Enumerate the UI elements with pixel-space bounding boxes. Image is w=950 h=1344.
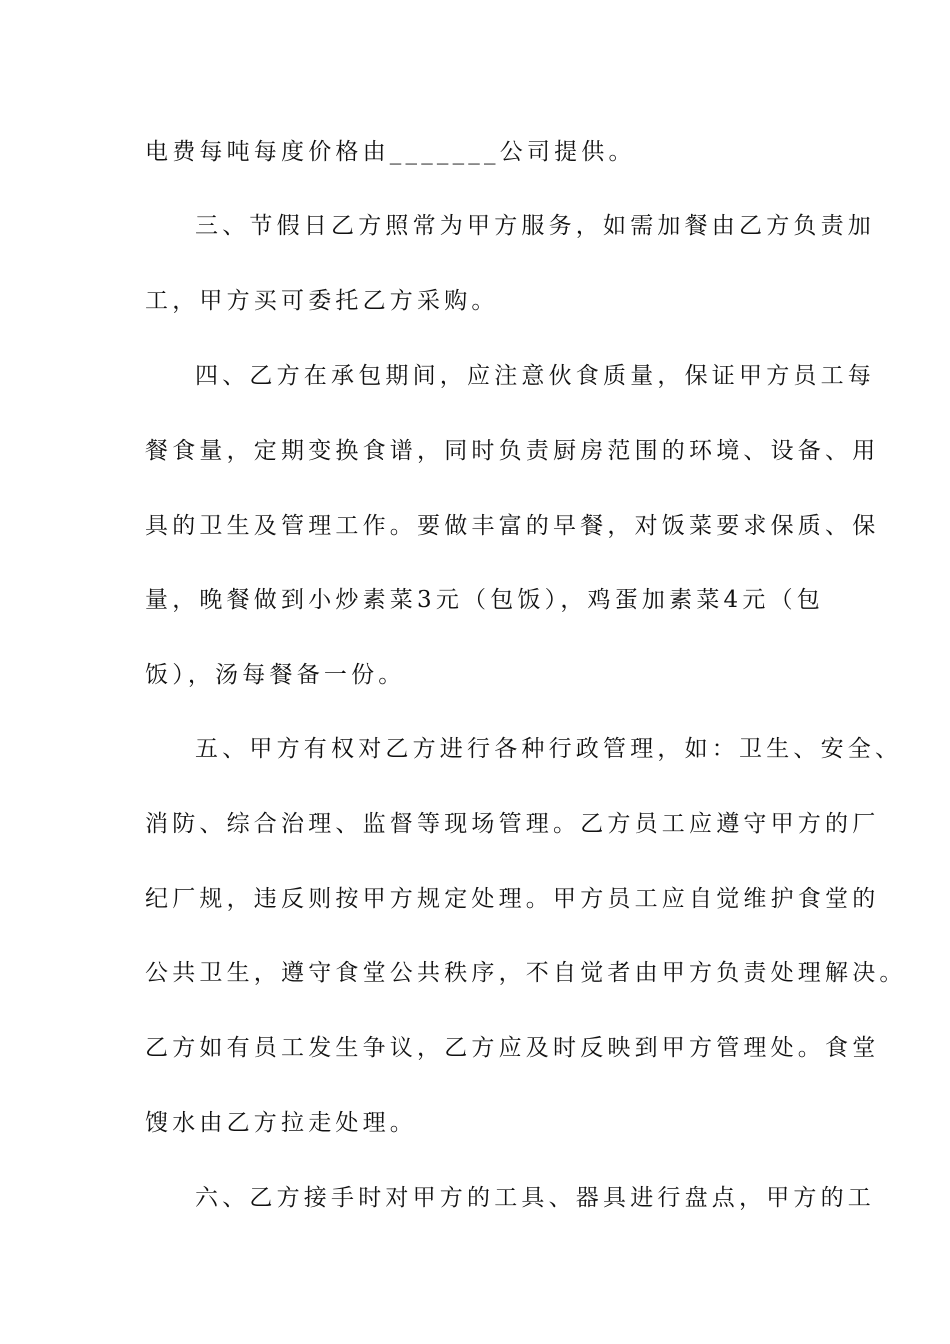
- text-line: 三、节假日乙方照常为甲方服务，如需加餐由乙方负责加: [195, 213, 875, 239]
- text-line: 消防、综合治理、监督等现场管理。乙方员工应遵守甲方的厂: [145, 811, 880, 837]
- text-line: 电费每吨每度价格由_______公司提供。: [145, 139, 636, 165]
- text-line: 具的卫生及管理工作。要做丰富的早餐，对饭菜要求保质、保: [145, 513, 880, 539]
- text-line: 公共卫生，遵守食堂公共秩序，不自觉者由甲方负责处理解决。: [145, 960, 907, 986]
- text-line: 四、乙方在承包期间，应注意伙食质量，保证甲方员工每: [195, 363, 875, 389]
- text-line: 饭），汤每餐备一份。: [145, 662, 406, 688]
- text-line: 馊水由乙方拉走处理。: [145, 1110, 417, 1136]
- text-line: 餐食量，定期变换食谱，同时负责厨房范围的环境、设备、用: [145, 438, 880, 464]
- text-line: 工，甲方买可委托乙方采购。: [145, 288, 499, 314]
- text-line: 纪厂规，违反则按甲方规定处理。甲方员工应自觉维护食堂的: [145, 886, 880, 912]
- text-line: 量，晚餐做到小炒素菜3元（包饭），鸡蛋加素菜4元（包: [145, 587, 824, 613]
- text-line: 乙方如有员工发生争议，乙方应及时反映到甲方管理处。食堂: [145, 1035, 880, 1061]
- text-line: 六、乙方接手时对甲方的工具、器具进行盘点，甲方的工: [195, 1185, 875, 1211]
- text-line: 五、甲方有权对乙方进行各种行政管理，如：卫生、安全、: [195, 736, 903, 762]
